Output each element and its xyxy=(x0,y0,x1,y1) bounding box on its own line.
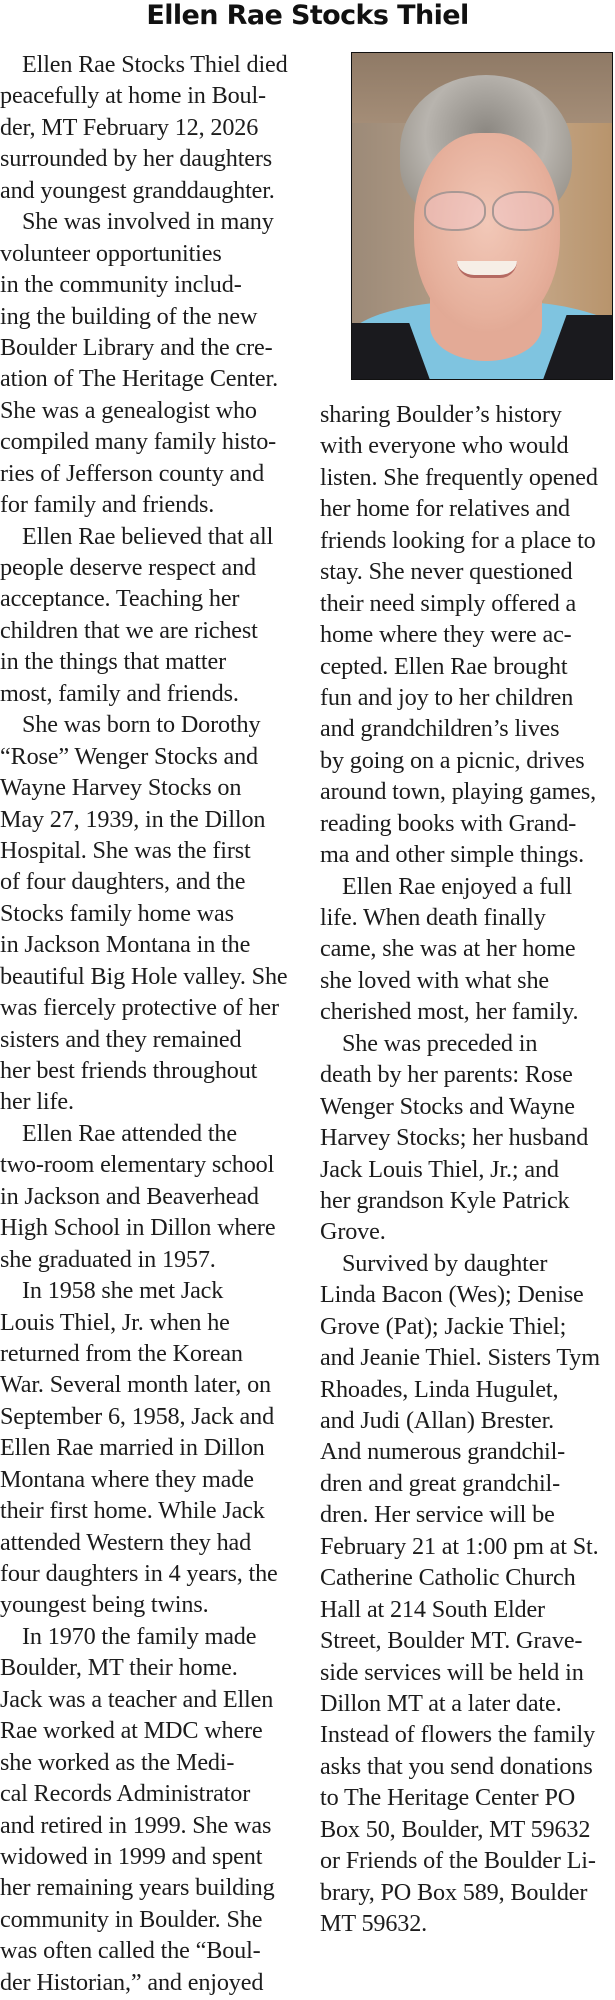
text-line: for family and friends. xyxy=(0,491,215,519)
text-line: She was involved in many xyxy=(22,208,274,236)
text-line: and grandchildren’s lives xyxy=(320,715,560,743)
text-line: sisters and they remained xyxy=(0,1025,242,1053)
text-line: Montana where they made xyxy=(0,1465,254,1493)
text-line: her best friends throughout xyxy=(0,1057,258,1084)
text-line: her home for relatives and xyxy=(320,495,570,523)
text-line: and youngest granddaughter. xyxy=(0,176,275,204)
text-line: widowed in 1999 and spent xyxy=(0,1842,263,1870)
text-line: beautiful Big Hole valley. She xyxy=(0,962,288,990)
text-line: MT 59632. xyxy=(320,1910,428,1937)
text-line: her remaining years building xyxy=(0,1874,275,1902)
text-line: Rhoades, Linda Hugulet, xyxy=(320,1375,559,1403)
text-line: Jack was a teacher and Ellen xyxy=(0,1685,274,1713)
text-line: February 21 at 1:00 pm at St. xyxy=(320,1532,599,1560)
text-line: Ellen Rae attended the xyxy=(22,1119,237,1147)
text-line: four daughters in 4 years, the xyxy=(0,1560,278,1587)
text-line: In 1958 she met Jack xyxy=(22,1277,224,1305)
text-line: listen. She frequently opened xyxy=(320,463,598,491)
text-line: and Jeanie Thiel. Sisters Tym xyxy=(320,1344,600,1372)
text-line: Boulder Library and the cre- xyxy=(0,333,273,361)
text-line: May 27, 1939, in the Dillon xyxy=(0,805,266,833)
text-line: der Historian,” and enjoyed xyxy=(0,1968,264,1996)
text-line: their need simply offered a xyxy=(320,589,577,617)
text-line: with everyone who would xyxy=(320,432,569,460)
text-line: She was a genealogist who xyxy=(0,396,257,424)
text-line: people deserve respect and xyxy=(0,554,256,581)
text-line: she loved with what she xyxy=(320,966,549,994)
text-line: and retired in 1999. She was xyxy=(0,1811,272,1839)
text-line: ma and other simple things. xyxy=(320,841,584,869)
text-line: by going on a picnic, drives xyxy=(320,746,585,774)
text-line: in the things that matter xyxy=(0,648,226,676)
text-line: cepted. Ellen Rae brought xyxy=(320,652,568,680)
text-line: cherished most, her family. xyxy=(320,998,579,1026)
text-line: Rae worked at MDC where xyxy=(0,1717,263,1745)
text-line: Hall at 214 South Elder xyxy=(320,1595,545,1623)
text-line: attended Western they had xyxy=(0,1528,252,1556)
text-line: Jack Louis Thiel, Jr.; and xyxy=(320,1155,559,1183)
text-line: Louis Thiel, Jr. when he xyxy=(0,1308,230,1336)
text-line: She was born to Dorothy xyxy=(22,711,261,739)
text-line: in Jackson and Beaverhead xyxy=(0,1182,259,1210)
text-line: she worked as the Medi- xyxy=(0,1748,235,1776)
text-line: Grove (Pat); Jackie Thiel; xyxy=(320,1312,567,1340)
left-text-column xyxy=(0,49,305,1998)
text-line: Instead of flowers the family xyxy=(320,1721,596,1749)
photo-glasses-left xyxy=(424,191,486,231)
text-line: Linda Bacon (Wes); Denise xyxy=(320,1281,584,1309)
text-line: friends looking for a place to xyxy=(320,526,596,554)
text-line: Ellen Rae enjoyed a full xyxy=(342,872,573,900)
text-line: stay. She never questioned xyxy=(320,558,573,586)
text-line: returned from the Korean xyxy=(0,1339,243,1367)
text-line: Street, Boulder MT. Grave- xyxy=(320,1627,583,1655)
portrait-photo xyxy=(351,52,613,380)
text-line: side services will be held in xyxy=(320,1658,584,1686)
text-line: sharing Boulder’s history xyxy=(320,401,562,428)
text-line: most, family and friends. xyxy=(0,679,239,707)
text-line: peacefully at home in Boul- xyxy=(0,82,266,110)
text-line: home where they were ac- xyxy=(320,621,572,649)
text-line: Harvey Stocks; her husband xyxy=(320,1124,589,1152)
text-line: two-room elementary school xyxy=(0,1151,275,1179)
text-line: to The Heritage Center PO xyxy=(320,1784,576,1812)
text-line: Stocks family home was xyxy=(0,899,234,927)
text-line: Survived by daughter xyxy=(342,1249,548,1277)
text-line: in the community includ- xyxy=(0,271,242,299)
text-line: dren and great grandchil- xyxy=(320,1469,561,1497)
text-line: volunteer opportunities xyxy=(0,239,222,267)
text-line: of four daughters, and the xyxy=(0,868,246,896)
text-line: compiled many family histo- xyxy=(0,428,277,456)
text-line: Ellen Rae believed that all xyxy=(22,522,274,550)
text-line: Dillon MT at a later date. xyxy=(320,1689,562,1717)
text-line: asks that you send donations xyxy=(320,1752,593,1780)
text-line: their first home. While Jack xyxy=(0,1497,265,1525)
text-line: Wenger Stocks and Wayne xyxy=(320,1092,575,1120)
text-line: Ellen Rae Stocks Thiel died xyxy=(22,51,288,78)
text-line: surrounded by her daughters xyxy=(0,145,273,173)
obituary-title: Ellen Rae Stocks Thiel xyxy=(146,0,469,31)
text-line: she graduated in 1957. xyxy=(0,1245,216,1273)
text-line: dren. Her service will be xyxy=(320,1501,555,1529)
text-line: or Friends of the Boulder Li- xyxy=(320,1847,596,1875)
text-line: her life. xyxy=(0,1088,74,1116)
text-line: around town, playing games, xyxy=(320,778,597,806)
text-line: in Jackson Montana in the xyxy=(0,931,251,959)
text-line: reading books with Grand- xyxy=(320,809,577,837)
text-line: War. Several month later, on xyxy=(0,1371,271,1399)
text-line: youngest being twins. xyxy=(0,1591,209,1619)
text-line: Boulder, MT their home. xyxy=(0,1654,238,1682)
text-line: children that we are richest xyxy=(0,616,258,644)
photo-glasses-right xyxy=(492,191,554,231)
text-line: came, she was at her home xyxy=(320,935,576,963)
text-line: life. When death finally xyxy=(320,904,546,931)
text-line: Box 50, Boulder, MT 59632 xyxy=(320,1815,591,1843)
text-line: der, MT February 12, 2026 xyxy=(0,113,259,141)
text-line: Wayne Harvey Stocks on xyxy=(0,774,242,802)
photo-smile xyxy=(457,261,517,278)
text-line: was fiercely protective of her xyxy=(0,994,279,1022)
text-line: acceptance. Teaching her xyxy=(0,585,240,613)
text-line: ing the building of the new xyxy=(0,302,258,330)
text-line: And numerous grandchil- xyxy=(320,1438,566,1466)
text-line: High School in Dillon where xyxy=(0,1214,276,1242)
text-line: death by her parents: Rose xyxy=(320,1061,573,1089)
text-line: September 6, 1958, Jack and xyxy=(0,1402,275,1430)
text-line: Ellen Rae married in Dillon xyxy=(0,1434,265,1462)
text-line: In 1970 the family made xyxy=(22,1622,257,1650)
text-line: fun and joy to her children xyxy=(320,683,574,711)
text-line: community in Boulder. She xyxy=(0,1905,263,1933)
text-line: She was preceded in xyxy=(342,1029,538,1057)
text-line: Hospital. She was the first xyxy=(0,836,251,864)
text-line: “Rose” Wenger Stocks and xyxy=(0,742,258,770)
text-line: and Judi (Allan) Brester. xyxy=(320,1407,555,1434)
text-line: was often called the “Boul- xyxy=(0,1937,261,1965)
text-line: brary, PO Box 589, Boulder xyxy=(320,1878,588,1906)
text-line: Catherine Catholic Church xyxy=(320,1564,576,1592)
text-line: her grandson Kyle Patrick xyxy=(320,1186,570,1214)
text-line: ation of The Heritage Center. xyxy=(0,365,278,393)
text-line: ries of Jefferson county and xyxy=(0,459,265,487)
right-text-column xyxy=(320,399,615,1939)
text-line: cal Records Administrator xyxy=(0,1780,251,1808)
text-line: Grove. xyxy=(320,1218,386,1246)
photo-face xyxy=(414,133,560,333)
